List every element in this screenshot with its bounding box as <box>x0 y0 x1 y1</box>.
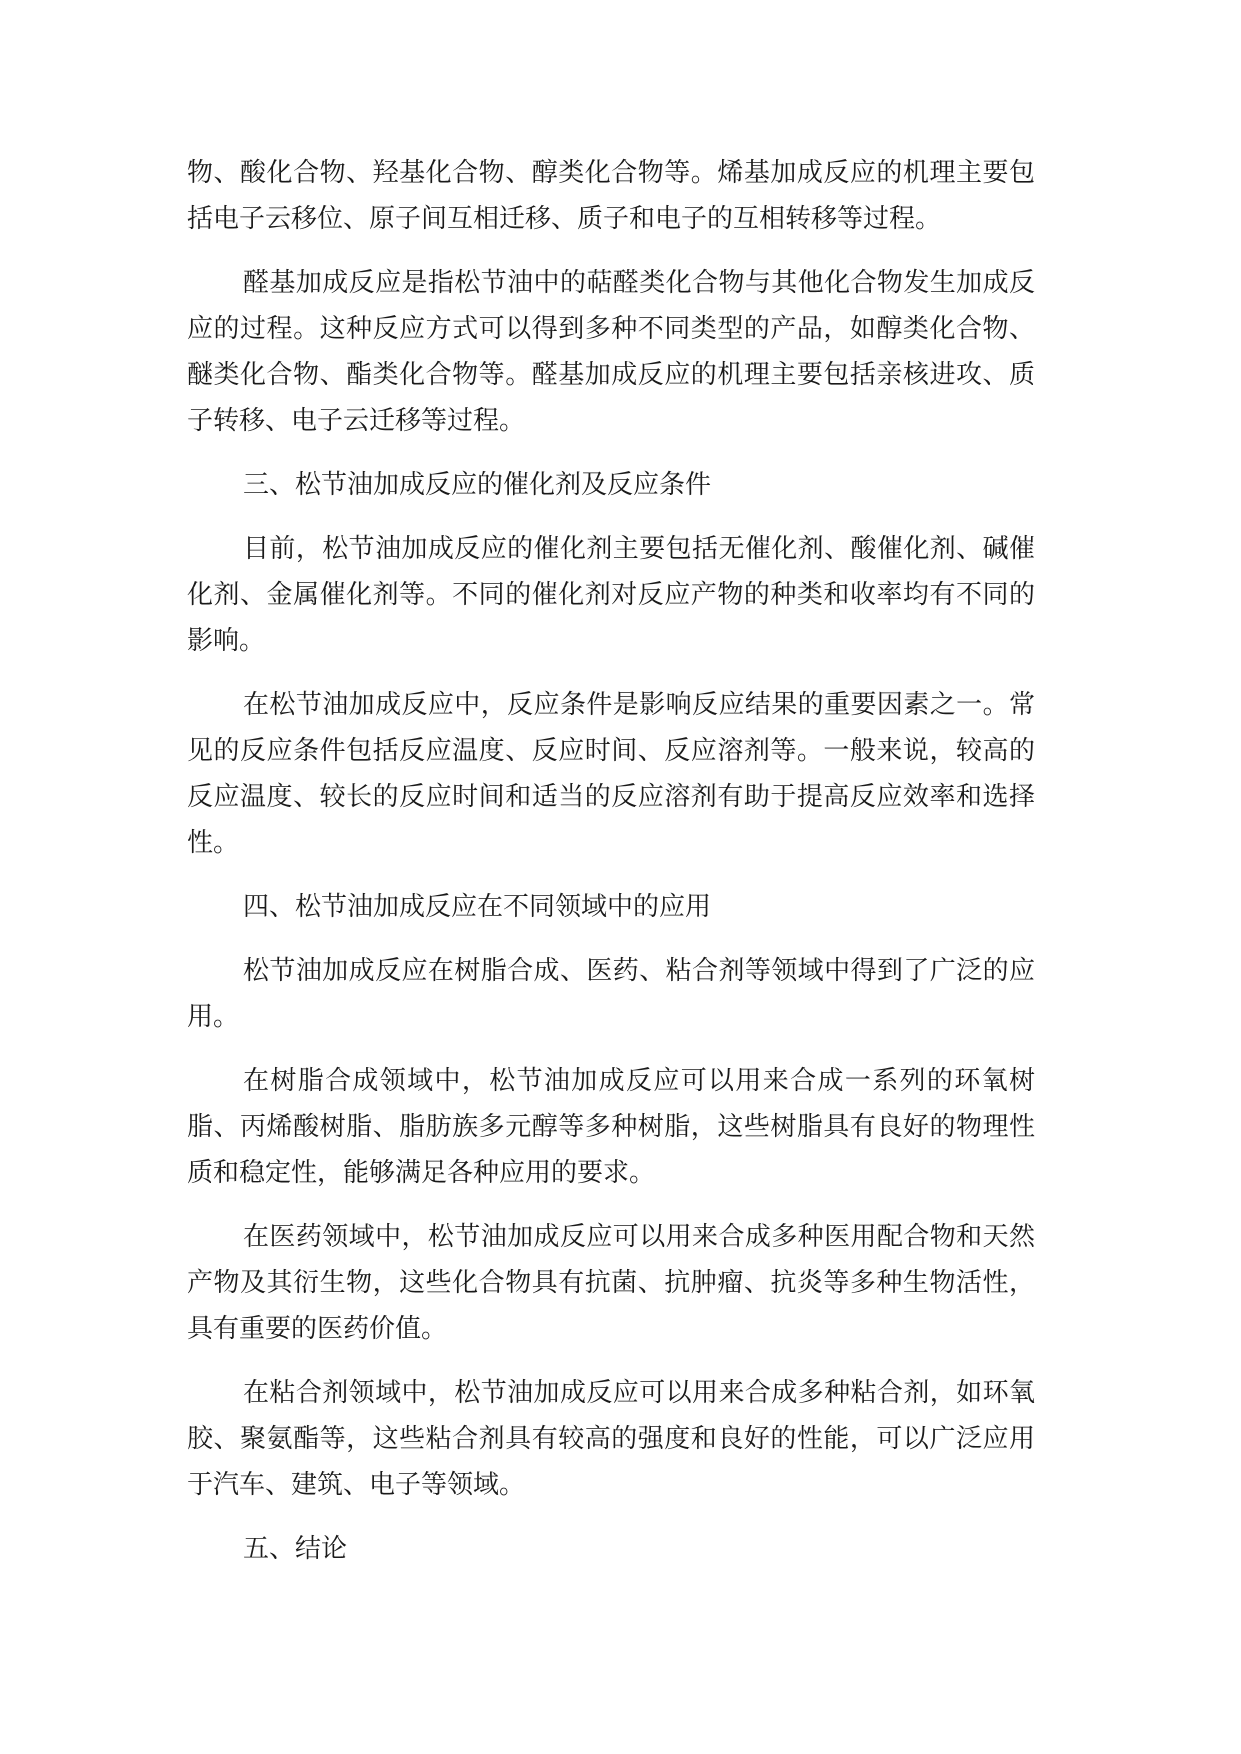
section-heading-3: 三、松节油加成反应的催化剂及反应条件 <box>243 470 712 500</box>
section-heading-5: 五、结论 <box>243 1534 348 1564</box>
paragraph-catalysts: 目前，松节油加成反应的催化剂主要包括无催化剂、酸催化剂、碱催化剂、金属催化剂等。不同的催化剂对反应产物的种类和收率均有不同的影响。 <box>187 534 1035 656</box>
paragraph-continued: 物、酸化合物、羟基化合物、醇类化合物等。烯基加成反应的机理主要包括电子云移位、原子间互相迁移、质子和电子的互相转移等过程。 <box>187 158 1035 234</box>
paragraph-medicine: 在医药领域中，松节油加成反应可以用来合成多种医用配合物和天然产物及其衍生物，这些化合物具有抗菌、抗肿瘤、抗炎等多种生物活性，具有重要的医药价值。 <box>187 1222 1035 1344</box>
paragraph-adhesives: 在粘合剂领域中，松节油加成反应可以用来合成多种粘合剂，如环氧胶、聚氨酯等，这些粘合剂具有较高的强度和良好的性能，可以广泛应用于汽车、建筑、电子等领域。 <box>187 1378 1035 1500</box>
paragraph-applications-intro: 松节油加成反应在树脂合成、医药、粘合剂等领域中得到了广泛的应用。 <box>187 956 1035 1032</box>
paragraph-resin-synthesis: 在树脂合成领域中，松节油加成反应可以用来合成一系列的环氧树脂、丙烯酸树脂、脂肪族多元醇等多种树脂，这些树脂具有良好的物理性质和稳定性，能够满足各种应用的要求。 <box>187 1066 1035 1188</box>
paragraph-aldehyde-addition: 醛基加成反应是指松节油中的萜醛类化合物与其他化合物发生加成反应的过程。这种反应方式可以得到多种不同类型的产品，如醇类化合物、醚类化合物、酯类化合物等。醛基加成反应的机理主要包括亲核进攻、质子转移、电子云迁移等过程。 <box>187 268 1035 436</box>
section-heading-4: 四、松节油加成反应在不同领域中的应用 <box>243 892 712 922</box>
paragraph-conditions: 在松节油加成反应中，反应条件是影响反应结果的重要因素之一。常见的反应条件包括反应温度、反应时间、反应溶剂等。一般来说，较高的反应温度、较长的反应时间和适当的反应溶剂有助于提高反应效率和选择性。 <box>187 690 1035 858</box>
document-body <box>187 150 1035 1590</box>
